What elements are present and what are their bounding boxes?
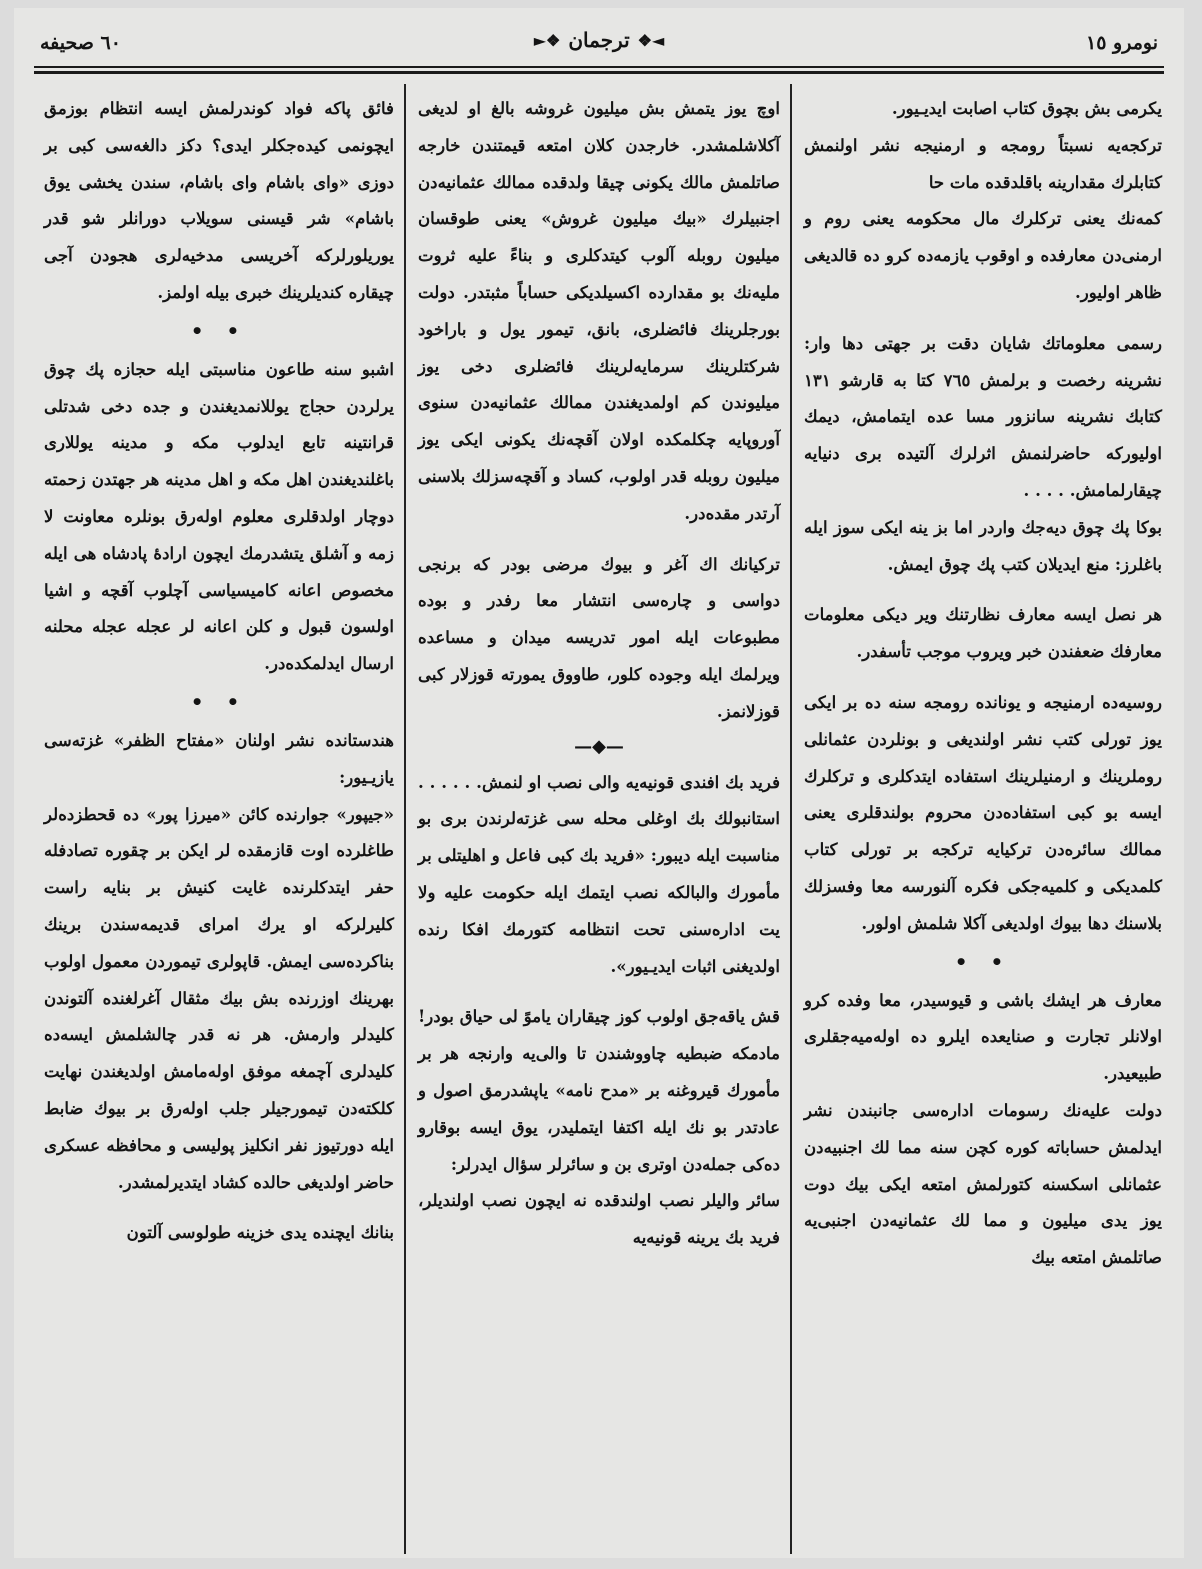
paragraph-gap [804, 670, 1162, 684]
section-separator: • • [190, 318, 248, 343]
column-middle [418, 90, 780, 1256]
article-paragraph: اوچ يوز يتمش بش ميليون غروشه بالغ او لديغى آكلاشلمشدر. خارجدن كلان امتعه قيمتندن خارجه صاتلمش مالك يكونى چيقا ولدقده ممالك عثمانيه‌دن اجنبيلرك «بيك ميليون غروش» يعنى طوقسان ميليون روبله آلوب كيتدكلرى و بناءً عليه ثروت مليه‌نك بو مقدارده اكسيلديكى حساباً مثبتدر. دولت بورجلرينك فائضلرى، بانق، تيمور يول و باراخود شركتلرينك سرمايه‌لرينك فائضلرى دخى يوز ميليوندن كم اولمديغندن ممالك عثمانيه‌دن سنوى آوروپايه چكلمكده اولان آقچه‌نك يكونى ايكى يوز ميليون روبله قدر اولوب، كساد و آقچه‌سزلك بلاسنى آرتدر مقده‌در. [418, 98, 780, 523]
column-right [804, 90, 1162, 1276]
paragraph-gap [804, 311, 1162, 325]
ornament-right-icon: ◄❖ [637, 30, 665, 50]
article-paragraph: هر نصل ايسه معارف نظارتنك وير ديكى معلومات معارفك ضعفندن خبر ويروب موجب تأسفدر. [804, 604, 1162, 662]
article-paragraph: كمه‌نك يعنى تركلرك مال محكومه يعنى روم و ارمنى‌دن معارفده و اوقوب يازمه‌ده كرو ده قالديغى ظاهر اوليور. [804, 208, 1162, 302]
article-paragraph: هندستانده نشر اولنان «مفتاح الظفر» غزته‌سى يازيـيور: [44, 729, 394, 787]
article-paragraph: معارف هر ايشك باشى و قيوسيدر، معا وفده كرو اولانلر تجارت و صنايعده ايلرو ده اوله‌ميه‌جقلرى طبيعيدر. [804, 989, 1162, 1084]
article-paragraph: «جيپور» جوارنده كائن «ميرزا پور» ده قحطزده‌لر طاغلرده اوت قازمقده لر ايكن بر چقوره تصادفله حفر ايتدكلرنده غايت كنيش بر بنايه راست كليرلركه او يرك امراى قديمه‌سندن برينك بناكرده‌سى ايمش. قاپولرى تيموردن معمول اولوب بهرينك اوزرنده بش بيك مثقال آغرلغنده آلتوندن كليدلر وارمش. هر نه قدر چالشلمش ايسه‌ده كليدلرى آچمغه موفق اوله‌مامش اولديغندن نهايت كلكته‌دن تيمورجيلر جلب اوله‌رق بر بيوك ضابط ايله دورتيوز نفر انكليز پوليسى و محافظه عسكرى حاضر اولديغى حالده كشاد ايتديرلمشدر. [44, 803, 394, 1192]
newspaper-page [14, 8, 1184, 1558]
article-paragraph: روسيه‌ده ارمنيجه و يونانده رومجه سنه ده بر ايكى يوز تورلى كتب نشر اولنديغى و بونلردن عثمانلى روملرينك و ارمنيلرينك استفاده ايتدكلرى و تركلرك ايسه بو كبى استفاده‌دن محروم بولندقلرى يعنى ممالك سائره‌دن تركيايه تركجه بر تورلى كتاب كلمديكى و كلميه‌جكى فكره آلنورسه معا وفسزلك بلاسنك دها بيوك اولديغى آكلا شلمش اولور. [804, 691, 1162, 933]
paragraph-gap [804, 582, 1162, 596]
article-paragraph: فريد بك افندى قونيه‌يه والى نصب او لنمش. . . . . . استانبولك بك اوغلى محله سى غزته‌لرندن برى بو مناسبت ايله ديبور: «فريد بك كبى فاعل و اهليتلى بر مأمورك والبالكه نصب ايتمك ايله حكومت عليه ولا يت اداره‌سنى تحت انتظامه كتورمك افكا رنده اولديغنى اثبات ايديـيور». [418, 771, 780, 976]
article-paragraph: اشبو سنه طاعون مناسبتى ايله حجازه پك چوق يرلردن حجاج يوللانمديغندن و جده دخى شدتلى قرانتينه تابع ايدلوب مكه و مدينه يوللارى باغلنديغندن اهل مكه و اهل مدينه هر جهتدن زحمته دوچار اولدقلرى معلوم اوله‌رق بونلره معاونت لا زمه و آشلق يتشدرمك ايچون ارادهٔ پادشاه هى ايله مخصوص اعانه كاميسياسى آچلوب آقچه و اشيا اولسون قبول و كلن اعانه لر عجله عجله محلنه ارسال ايدلمكده‌در. [44, 358, 394, 674]
page-number: ٦٠ صحيفه [40, 32, 121, 54]
article-paragraph: بنانك ايچنده يدى خزينه طولوسى آلتون [126, 1222, 394, 1243]
article-paragraph: سائر واليلر نصب اولندقده نه ايچون نصب اولنديلر، فريد بك يرينه قونيه‌يه [418, 1190, 780, 1248]
section-divider: —◆— [574, 735, 624, 757]
paragraph-gap [418, 532, 780, 546]
issue-number: نومرو ١٥ [1086, 32, 1158, 54]
article-paragraph: بوكا پك چوق ديه‌جك واردر اما بز ينه ايكى سوز ايله باغلرز: منع ايديلان كتب پك چوق ايمش. [804, 516, 1162, 574]
ornament-left-icon: ❖► [533, 30, 561, 50]
column-divider [404, 84, 406, 1554]
article-paragraph: رسمى معلوماتك شايان دقت بر جهتى دها وار: نشرينه رخصت و برلمش ٧٦٥ كتا به قارشو ١٣١ كتابك نشرينه سانزور مسا عده ايتمامش، ديمك اوليوركه حاضرلنمش اثرلرك آلتيده برى دنيايه چيقارلمامش. . . . . [804, 332, 1162, 500]
paragraph-gap [44, 1200, 394, 1214]
article-paragraph: فائق پاكه فواد كوندرلمش ايسه انتظام بوزمق ايچونمى كيده‌جكلر ايدى؟ دكز دالغه‌سى كبى بر دوزى «واى باشام واى باشام، سندن يخشى يوق باشام» شر قيسنى سويلاب دورانلر شو قدر يوريلورلركه آخريسى مدخيه‌لرى هجودن آجى چيقاره كنديلرينك خبرى بيله اولمز. [44, 98, 394, 302]
article-paragraph: تركجه‌يه نسبتاً رومجه و ارمنيجه نشر اولنمش كتابلرك مقدارينه باقلدقده مات حا [804, 134, 1162, 192]
masthead-title: ترجمان [568, 28, 630, 52]
header-rule [34, 66, 1164, 68]
column-left [44, 90, 394, 1251]
header-rule-thick [34, 71, 1164, 74]
column-divider [790, 84, 792, 1554]
article-paragraph: قش ياقه‌جق اولوب كوز چيقاران ياموً لى حياق بودر! مادمكه ضبطيه چاووشندن تا والى‌يه وارنجه هر بر مأمورك قيروغنه بر «مدح نامه» ياپشدرمق اصول و عادتدر بو نك ايله اكتفا ايتمليدر، يوق ايسه بوقارو ده‌كى جمله‌دن اوترى بن و سائرلر سؤال ايدرلر: [418, 1006, 780, 1174]
article-paragraph: تركيانك اك آغر و بيوك مرضى بودر كه برنجى دواسى و چاره‌سى انتشار معا رفدر و بوده مطبوعات ايله امور تدريسه ميدان و مساعده ويرلمك ايله وجوده كلور، طاووق يمورته قوزلار كبى قوزلانمز. [418, 553, 780, 721]
masthead [534, 28, 665, 52]
article-paragraph: يكرمى بش بچوق كتاب اصابت ايديـيور. [891, 98, 1162, 118]
section-separator: • • [190, 689, 248, 714]
paragraph-gap [418, 984, 780, 998]
section-separator: • • [954, 949, 1012, 974]
article-paragraph: دولت عليه‌نك رسومات اداره‌سى جانبندن نشر ايدلمش حساباته كوره كچن سنه مما لك اجنبيه‌دن عثمانلى اسكسنه كتورلمش امتعه ايكى بيك دوت يوز يدى ميليون و مما لك عثمانيه‌دن اجنبى‌يه صاتلمش امتعه بيك [804, 1099, 1162, 1268]
